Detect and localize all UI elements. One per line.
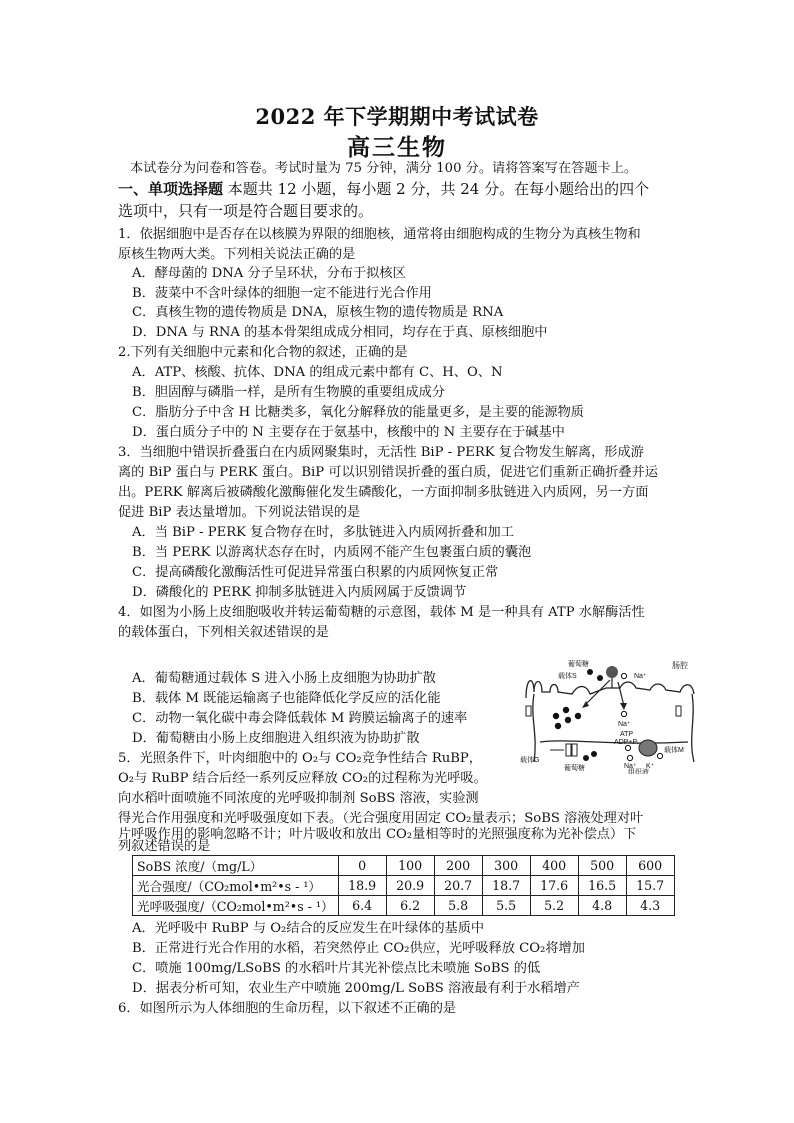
table-cell: 18.7 xyxy=(482,876,530,896)
table-header-cell: 400 xyxy=(530,856,578,876)
carrier-m-shape xyxy=(639,740,657,756)
q3-stem-cont-3: 促进 BiP 表达量增加。下列说法错误的是 xyxy=(118,505,361,520)
q3-option-c: C．提高磷酸化激酶活性可促进异常蛋白积累的内质网恢复正常 xyxy=(132,565,499,580)
q4-option-d: D．葡萄糖由小肠上皮细胞进入组织液为协助扩散 xyxy=(132,731,420,746)
q2-stem: 2.下列有关细胞中元素和化合物的叙述，正确的是 xyxy=(118,345,408,360)
table-cell: 20.7 xyxy=(434,876,482,896)
cell-glucose-dot xyxy=(575,713,581,719)
exam-intro: 本试卷分为问卷和答卷。考试时量为 75 分钟，满分 100 分。请将答案写在答题卡上。 xyxy=(130,161,638,176)
lumen-na-dot xyxy=(621,673,626,678)
basal-glucose-dot xyxy=(583,755,589,761)
lumen-glucose-dot xyxy=(597,675,603,681)
q2-option-c: C．脂肪分子中含 H 比糖类多，氧化分解释放的能量更多，是主要的能源物质 xyxy=(132,405,584,420)
q4-stem: 4．如图为小肠上皮细胞吸收并转运葡萄糖的示意图，载体 M 是一种具有 ATP 水解酶活性 xyxy=(118,605,645,620)
q3-stem-cont-1: 离的 BiP 蛋白与 PERK 蛋白。BiP 可以识别错误折叠的蛋白质，促进它们重新正确折叠并运 xyxy=(118,465,658,480)
q4-option-b: B．载体 M 既能运输离子也能降低化学反应的活化能 xyxy=(132,691,441,706)
label-carrier-s: 载体S xyxy=(558,673,577,680)
exam-subject: 高三生物 xyxy=(347,134,447,161)
label-lumen: 肠腔 xyxy=(672,661,688,670)
label-k: K⁺ xyxy=(646,763,655,770)
label-atp: ATP xyxy=(620,731,634,738)
label-adp: ADP+Pᵢ xyxy=(614,739,639,746)
q1-option-b: B．菠菜中不含叶绿体的细胞一定不能进行光合作用 xyxy=(132,286,432,301)
carrier-s-shape xyxy=(606,666,618,678)
q5-option-d: D．据表分析可知，农业生产中喷施 200mg/L SoBS 溶液最有利于水稻增产 xyxy=(132,981,580,996)
q5-stem-cont-3: 得光合作用强度和光呼吸强度如下表。（光合强度用固定 CO₂量表示；SoBS 溶液处理对叶 xyxy=(118,811,644,826)
table-row-label: 光呼吸强度/（CO₂mol•m²•s - ¹） xyxy=(133,896,339,916)
table-header-cell: 500 xyxy=(578,856,626,876)
table-cell: 5.5 xyxy=(482,896,530,916)
label-tissue-fluid: 组织液 xyxy=(628,769,649,774)
table-row xyxy=(133,876,675,896)
q3-stem-cont-2: 出。PERK 解离后被磷酸化激酶催化发生磷酸化，一方面抑制多肽链进入内质网，另一方面 xyxy=(118,485,649,500)
q1-option-a: A．酵母菌的 DNA 分子呈环状，分布于拟核区 xyxy=(132,266,406,281)
q5-option-a: A．光呼吸中 RuBP 与 O₂结合的反应发生在叶绿体的基质中 xyxy=(132,921,485,936)
apical-membrane xyxy=(526,681,694,698)
q1-stem: 1．依据细胞中是否存在以核膜为界限的细胞核，通常将由细胞构成的生物分为真核生物和 xyxy=(118,227,641,242)
cell-glucose-dot xyxy=(555,723,561,729)
cell-glucose-dot xyxy=(563,707,569,713)
q4-stem-cont: 的载体蛋白，下列相关叙述错误的是 xyxy=(118,625,329,640)
table-cell: 5.8 xyxy=(434,896,482,916)
cell-boundary-left xyxy=(533,694,535,762)
cell-glucose-dot xyxy=(553,713,559,719)
cell-boundary-right xyxy=(692,694,694,762)
section-heading: 一、单项选择题 xyxy=(118,180,224,198)
table-header-cell: 200 xyxy=(434,856,482,876)
label-na-cell: Na⁺ xyxy=(618,721,631,728)
q1-stem-cont: 原核生物两大类。下列相关说法正确的是 xyxy=(118,247,356,262)
table-cell: 20.9 xyxy=(386,876,434,896)
carrier-g-shape xyxy=(572,744,577,756)
table-header-cell: 600 xyxy=(626,856,674,876)
q2-option-a: A．ATP、核酸、抗体、DNA 的组成元素中都有 C、H、O、N xyxy=(132,365,503,380)
q5-stem-cont-5: 列叙述错误的是 xyxy=(118,839,211,854)
label-carrier-g: 载体G xyxy=(520,757,540,764)
q5-stem-cont-2: 向水稻叶面喷施不同浓度的光呼吸抑制剂 SoBS 溶液，实验测 xyxy=(118,791,479,806)
table-cell: 5.2 xyxy=(530,896,578,916)
cell-glucose-dot xyxy=(565,717,571,723)
table-cell: 4.3 xyxy=(626,896,674,916)
glucose-entry-arrow xyxy=(584,680,610,706)
q4-option-c: C．动物一氧化碳中毒会降低载体 M 跨膜运输离子的速率 xyxy=(132,711,468,726)
table-row xyxy=(133,896,675,916)
basal-glucose-dot xyxy=(591,751,597,757)
table-cell: 16.5 xyxy=(578,876,626,896)
section-instructions-cont: 选项中，只有一项是符合题目要求的。 xyxy=(118,202,374,220)
table-cell: 18.9 xyxy=(338,876,386,896)
table-cell: 4.8 xyxy=(578,896,626,916)
table-header-cell: 0 xyxy=(338,856,386,876)
intestine-cell-figure xyxy=(520,658,700,774)
q2-option-d: D．蛋白质分子中的 N 主要存在于氨基中，核酸中的 N 主要存在于碱基中 xyxy=(132,425,565,440)
pump-na-dot xyxy=(657,753,662,758)
exam-title: 2022 年下学期期中考试试卷 xyxy=(255,104,539,129)
q3-stem: 3．当细胞中错误折叠蛋白在内质网聚集时，无活性 BiP - PERK 复合物发生解离，形成游 xyxy=(118,445,644,460)
table-header-cell: 100 xyxy=(386,856,434,876)
table-row xyxy=(133,856,675,876)
section-instructions: 本题共 12 小题，每小题 2 分，共 24 分。在每小题给出的四个 xyxy=(223,180,650,198)
carrier-g-shape xyxy=(566,744,571,756)
lumen-glucose-dot xyxy=(587,669,593,675)
q2-option-b: B．胆固醇与磷脂一样，是所有生物膜的重要组成成分 xyxy=(132,385,446,400)
label-na-lumen: Na⁺ xyxy=(634,673,647,680)
membrane-channel xyxy=(526,706,531,716)
table-row-label: 光合强度/（CO₂mol•m²•s - ¹） xyxy=(133,876,339,896)
label-carrier-m: 载体M xyxy=(664,747,684,754)
table-cell: 6.4 xyxy=(338,896,386,916)
q3-option-d: D．磷酸化的 PERK 抑制多肽链进入内质网属于反馈调节 xyxy=(132,585,467,600)
table-header-cell: 300 xyxy=(482,856,530,876)
na-entry-arrowhead xyxy=(620,703,627,710)
sobs-data-table xyxy=(132,855,675,916)
q5-option-b: B．正常进行光合作用的水稻，若突然停止 CO₂供应，光呼吸释放 CO₂将增加 xyxy=(132,941,585,956)
table-cell: 15.7 xyxy=(626,876,674,896)
q5-stem-cont-1: O₂与 RuBP 结合后经一系列反应释放 CO₂的过程称为光呼吸。 xyxy=(118,771,487,786)
table-cell: 6.2 xyxy=(386,896,434,916)
section-heading-line xyxy=(118,180,649,198)
q4-option-a: A．葡萄糖通过载体 S 进入小肠上皮细胞为协助扩散 xyxy=(132,671,436,686)
label-glucose-lumen: 葡萄糖 xyxy=(568,661,589,668)
label-na-basal: Na⁺ xyxy=(624,763,637,770)
cell-na-dot xyxy=(621,711,626,716)
table-header-label: SoBS 浓度/（mg/L） xyxy=(133,856,339,876)
label-glucose-basal: 葡萄糖 xyxy=(564,765,585,772)
pump-k-dot xyxy=(625,745,630,750)
q6-stem: 6．如图所示为人体细胞的生命历程，以下叙述不正确的是 xyxy=(118,1001,457,1016)
q1-option-d: D．DNA 与 RNA 的基本骨架组成成分相同，均存在于真、原核细胞中 xyxy=(132,325,548,340)
membrane-channel xyxy=(676,706,681,716)
q5-stem: 5．光照条件下，叶肉细胞中的 O₂与 CO₂竞争性结合 RuBP， xyxy=(118,751,482,766)
table-cell: 17.6 xyxy=(530,876,578,896)
pump-na-dot xyxy=(627,755,632,760)
q3-option-a: A．当 BiP - PERK 复合物存在时，多肽链进入内质网折叠和加工 xyxy=(132,525,514,540)
q5-option-c: C．喷施 100mg/LSoBS 的水稻叶片其光补偿点比未喷施 SoBS 的低 xyxy=(132,961,541,976)
q3-option-b: B．当 PERK 以游离状态存在时，内质网不能产生包裹蛋白质的囊泡 xyxy=(132,545,532,560)
q1-option-c: C．真核生物的遗传物质是 DNA，原核生物的遗传物质是 RNA xyxy=(132,305,504,320)
q5-stem-cont-4: 片呼吸作用的影响忽略不计；叶片吸收和放出 CO₂量相等时的光照强度称为光补偿点）下 xyxy=(118,827,637,842)
